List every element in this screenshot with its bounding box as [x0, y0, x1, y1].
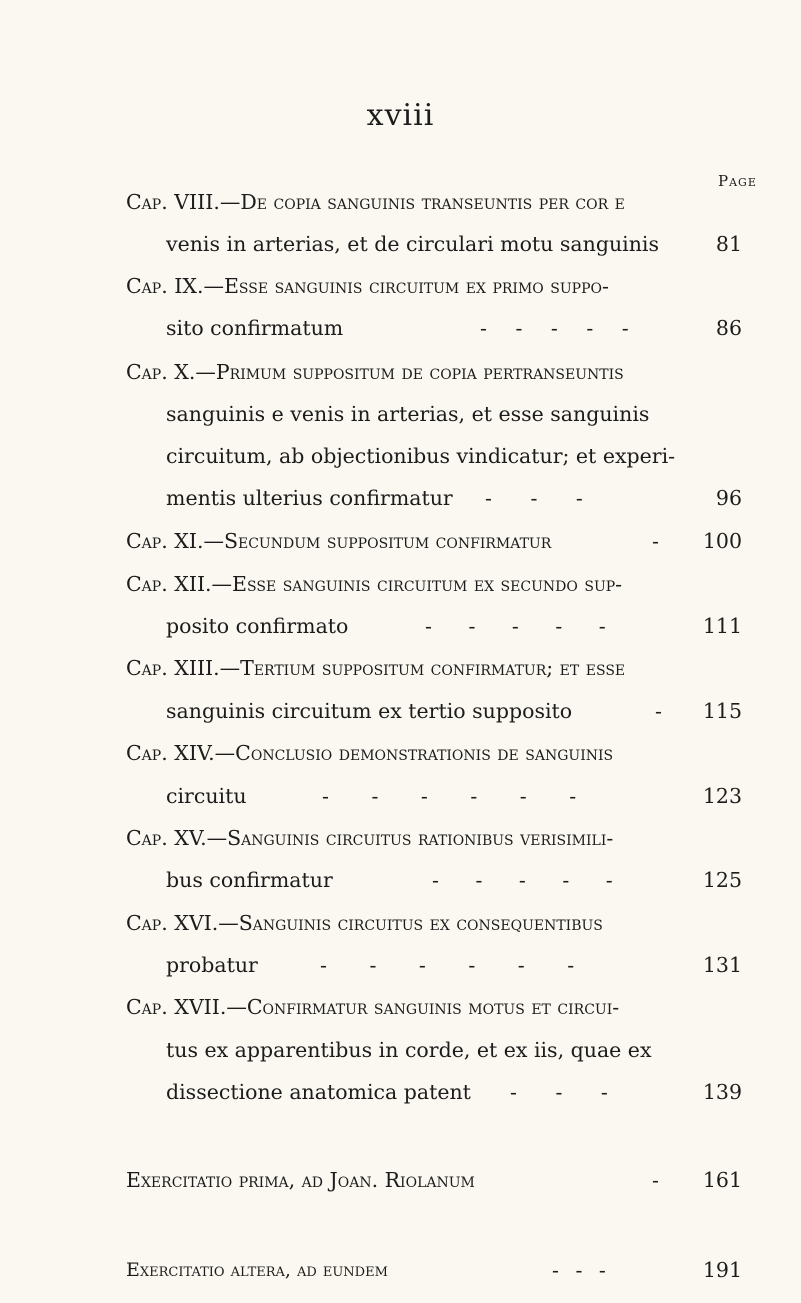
- toc-leaders: - - -: [510, 1080, 608, 1104]
- toc-text: Exercitatio prima, ad Joan. Riolanum: [126, 1168, 475, 1192]
- toc-text: Cap. XVI.—Sanguinis circuitus ex consequentibus: [126, 911, 603, 935]
- toc-line: [0, 564, 801, 604]
- toc-text: Cap. XII.—Esse sanguinis circuitum ex secundo sup-: [126, 572, 623, 596]
- toc-line: [0, 394, 801, 434]
- toc-text: sanguinis circuitum ex tertio supposito: [166, 699, 573, 723]
- toc-line: [0, 1072, 801, 1112]
- toc-text: Cap. XVII.—Confirmatur sanguinis motus et circui-: [126, 995, 620, 1019]
- toc-text: venis in arterias, et de circulari motu sanguinis: [166, 232, 659, 256]
- toc-line: [0, 352, 801, 392]
- toc-text: sito confirmatum: [166, 316, 344, 340]
- toc-text: Cap. XIII.—Tertium suppositum confirmatur; et esse: [126, 656, 626, 680]
- toc-text: probatur: [166, 953, 258, 977]
- toc-leaders: -: [652, 529, 659, 553]
- toc-page-number: 111: [702, 614, 742, 638]
- toc-page-number: 100: [702, 529, 742, 553]
- toc-text: bus confirmatur: [166, 868, 333, 892]
- toc-leaders: - - - - -: [425, 614, 606, 638]
- toc-text: Exercitatio altera, ad eundem: [126, 1259, 388, 1281]
- toc-page-number: 123: [702, 784, 742, 808]
- toc-line: [0, 182, 801, 222]
- toc-line: [0, 1030, 801, 1070]
- toc-text: circuitum, ab objectionibus vindicatur; et experi-: [166, 444, 676, 468]
- toc-line: [0, 224, 801, 264]
- toc-leaders: - - - - - -: [320, 953, 575, 977]
- toc-line: [0, 1160, 801, 1200]
- toc-line: [0, 733, 801, 773]
- toc-line: [0, 903, 801, 943]
- toc-line: [0, 691, 801, 731]
- toc-leaders: - - - - -: [480, 316, 629, 340]
- toc-page-number: 161: [702, 1168, 742, 1192]
- toc-leaders: - - - - - -: [322, 784, 577, 808]
- toc-leaders: - - -: [552, 1258, 606, 1282]
- page-column-heading: Page: [718, 172, 757, 190]
- toc-leaders: -: [652, 1168, 659, 1192]
- toc-line: [0, 987, 801, 1027]
- toc-text: Cap. XIV.—Conclusio demonstrationis de sanguinis: [126, 741, 614, 765]
- toc-text: Cap. X.—Primum suppositum de copia pertranseuntis: [126, 360, 624, 384]
- toc-line: [0, 818, 801, 858]
- toc-text: Cap. VIII.—De copia sanguinis transeuntis per cor e: [126, 190, 625, 214]
- toc-text: tus ex apparentibus in corde, et ex iis, quae ex: [166, 1038, 652, 1062]
- toc-page-number: 139: [702, 1080, 742, 1104]
- toc-leaders: - - - - -: [432, 868, 613, 892]
- toc-page-number: 125: [702, 868, 742, 892]
- toc-line: [0, 521, 801, 561]
- toc-line: [0, 308, 801, 348]
- toc-text: mentis ulterius confirmatur: [166, 486, 453, 510]
- toc-line: [0, 945, 801, 985]
- page-folio: xviii: [366, 98, 435, 133]
- toc-line: [0, 860, 801, 900]
- toc-line: [0, 648, 801, 688]
- toc-line: [0, 606, 801, 646]
- toc-text: circuitu: [166, 784, 247, 808]
- toc-text: sanguinis e venis in arterias, et esse sanguinis: [166, 402, 650, 426]
- toc-line: [0, 478, 801, 518]
- toc-page-number: 115: [702, 699, 742, 723]
- toc-line: [0, 266, 801, 306]
- toc-text: Cap. XV.—Sanguinis circuitus rationibus verisimili-: [126, 826, 614, 850]
- toc-page-number: 81: [715, 232, 742, 256]
- toc-text: posito confirmato: [166, 614, 349, 638]
- toc-page-number: 131: [702, 953, 742, 977]
- toc-text: Cap. XI.—Secundum suppositum confirmatur: [126, 529, 552, 553]
- toc-line: [0, 1250, 801, 1290]
- toc-text: Cap. IX.—Esse sanguinis circuitum ex primo suppo-: [126, 274, 609, 298]
- toc-line: [0, 776, 801, 816]
- toc-page-number: 191: [702, 1258, 742, 1282]
- toc-page-number: 96: [715, 486, 742, 510]
- toc-page-number: 86: [715, 316, 742, 340]
- toc-leaders: - - -: [485, 486, 583, 510]
- toc-leaders: -: [655, 699, 662, 723]
- toc-text: dissectione anatomica patent: [166, 1080, 471, 1104]
- toc-line: [0, 436, 801, 476]
